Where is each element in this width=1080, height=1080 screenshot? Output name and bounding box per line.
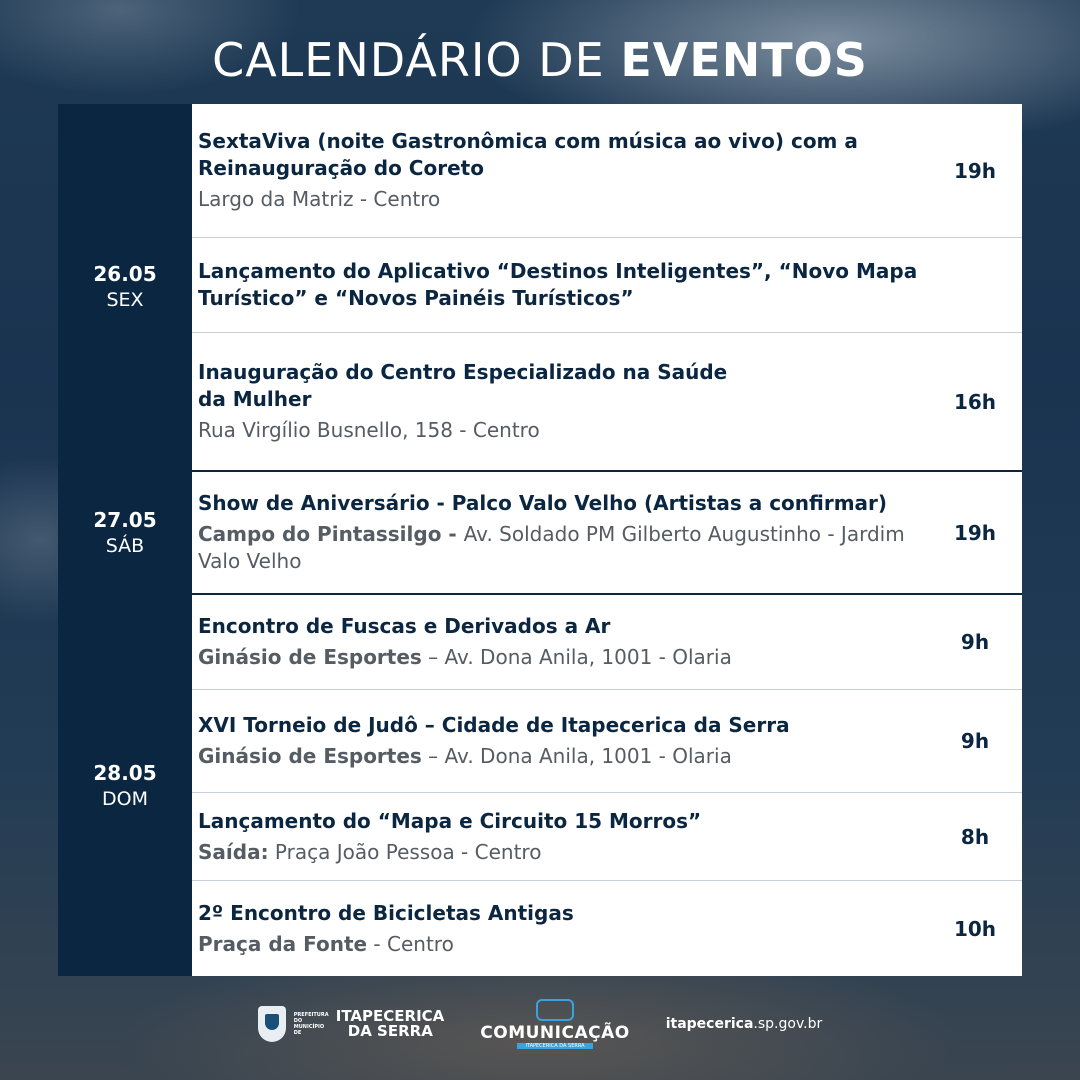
- event-row: [192, 793, 1022, 881]
- day-group-1: [58, 104, 1022, 470]
- day-group-3: [58, 595, 1022, 976]
- event-title: SextaViva (noite Gastronômica com música ao vivo) com a Reinauguração do Coreto: [198, 129, 858, 180]
- event-title: Show de Aniversário - Palco Valo Velho (Artistas a confirmar): [198, 491, 888, 515]
- weekday-label: DOM: [102, 787, 148, 810]
- date-cell: [58, 595, 192, 976]
- comunicacao-logo: [480, 999, 629, 1049]
- events-table: [58, 104, 1022, 976]
- weekday-label: SÁB: [105, 534, 145, 557]
- event-row: [192, 472, 1022, 593]
- footer: [0, 994, 1080, 1054]
- event-location: Largo da Matriz - Centro: [198, 187, 441, 211]
- event-row: [192, 238, 1022, 333]
- date-label: 26.05: [93, 262, 157, 286]
- event-row: [192, 881, 1022, 976]
- speech-bubble-icon: [536, 999, 574, 1021]
- date-cell: [58, 472, 192, 593]
- event-title: 2º Encontro de Bicicletas Antigas: [198, 900, 574, 925]
- comunicacao-text: COMUNICAÇÃO: [480, 1023, 630, 1043]
- date-cell: [58, 104, 192, 470]
- website-link[interactable]: itapecerica.sp.gov.br: [665, 1016, 823, 1032]
- event-row: [192, 104, 1022, 238]
- event-time: 19h: [953, 158, 997, 183]
- event-location: Praça da Fonte - Centro: [198, 931, 454, 956]
- event-location: Ginásio de Esportes – Av. Dona Anila, 1001 - Olaria: [198, 744, 732, 768]
- event-title: XVI Torneio de Judô – Cidade de Itapecerica da Serra: [198, 713, 790, 737]
- title-bold: EVENTOS: [620, 33, 868, 87]
- event-title: Inauguração do Centro Especializado na Saúde da Mulher: [198, 360, 728, 411]
- event-time: 9h: [960, 729, 990, 753]
- prefeitura-line1: ITAPECERICA: [335, 1007, 445, 1025]
- event-row: [192, 595, 1022, 690]
- weekday-label: SEX: [106, 289, 144, 311]
- event-location: Campo do Pintassilgo - Av. Soldado PM Gilberto Augustinho - Jardim Valo Velho: [198, 522, 905, 573]
- event-location: Ginásio de Esportes – Av. Dona Anila, 1001 - Olaria: [198, 645, 732, 669]
- prefeitura-logo: [258, 1006, 445, 1042]
- event-time: 16h: [953, 389, 997, 414]
- event-title: Encontro de Fuscas e Derivados a Ar: [198, 614, 611, 638]
- event-title: Lançamento do Aplicativo “Destinos Inteligentes”, “Novo Mapa Turístico” e “Novos Painéis Turísticos”: [198, 259, 918, 310]
- event-location: Rua Virgílio Busnello, 158 - Centro: [198, 418, 540, 442]
- prefeitura-line2: DA SERRA: [347, 1022, 433, 1040]
- event-time: 19h: [953, 520, 997, 545]
- page-title: [0, 30, 1080, 90]
- event-row: [192, 690, 1022, 793]
- date-label: 28.05: [93, 760, 157, 785]
- event-location: Saída: Praça João Pessoa - Centro: [198, 839, 542, 864]
- day-group-2: [58, 472, 1022, 593]
- event-time: 8h: [960, 824, 990, 849]
- comunicacao-subtext: ITAPECERICA DA SERRA: [517, 1043, 592, 1049]
- event-row: [192, 333, 1022, 470]
- title-regular: CALENDÁRIO DE: [212, 33, 621, 87]
- event-time: 10h: [953, 916, 997, 941]
- event-title: Lançamento do “Mapa e Circuito 15 Morros”: [198, 808, 702, 833]
- event-time: 9h: [960, 630, 990, 654]
- prefeitura-small-text: PREFEITURA DO MUNICÍPIO DE: [293, 1012, 329, 1036]
- city-crest-icon: [258, 1006, 286, 1042]
- date-label: 27.05: [93, 507, 157, 532]
